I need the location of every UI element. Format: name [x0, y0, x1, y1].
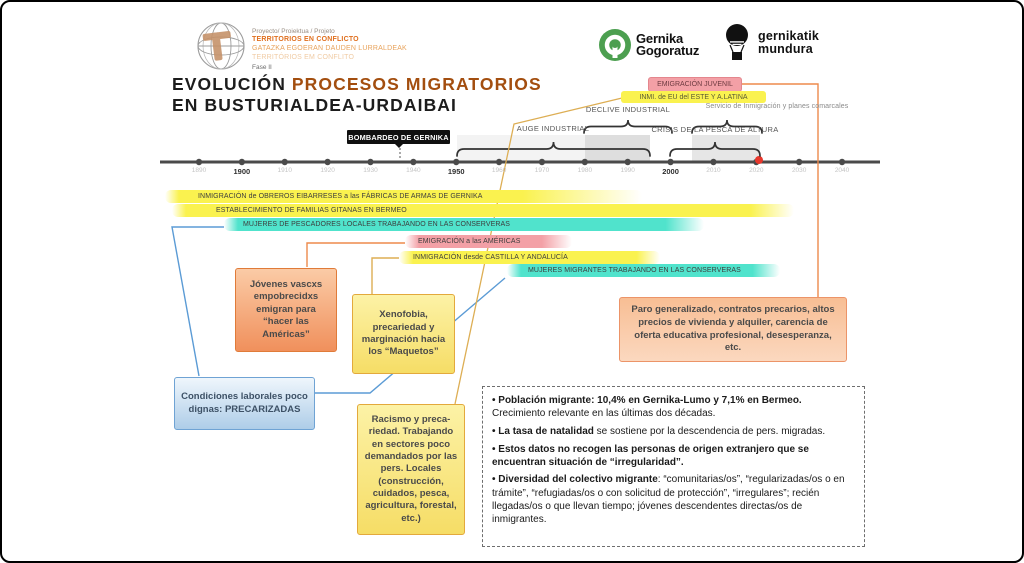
decade-dot-1910 [282, 159, 288, 165]
info-bullet-2 [492, 425, 855, 438]
year-label-1930: 1930 [363, 167, 378, 174]
territorios-globe-logo [195, 20, 247, 72]
decade-dot-2040 [839, 159, 845, 165]
bullet-text-run: se sostiene por la descendencia de pers. migradas. [593, 425, 826, 437]
callout-paro-generalizado: Paro generalizado, contratos precarios, altos precios de vivienda y alquiler, carencia de oferta educativa profesional, desesperanza, etc. [619, 297, 847, 362]
connector-americas-to-jovenes [307, 243, 405, 267]
band-6 [507, 264, 780, 277]
decade-dot-1970 [539, 159, 545, 165]
gernika-gogoratuz-icon [598, 28, 632, 62]
decade-dot-2020 [753, 159, 759, 165]
year-label-1970: 1970 [534, 167, 550, 174]
period-auge-industrial: AUGE INDUSTRIAL [516, 124, 590, 133]
decade-dot-1950 [453, 159, 459, 165]
timeline-decade-dots [196, 159, 845, 165]
year-label-1990: 1990 [620, 167, 635, 174]
crisis-shading [692, 135, 760, 161]
decade-dot-1920 [324, 159, 330, 165]
connector-conserveras-to-condiciones [172, 227, 224, 376]
title-line2: EN BUSTURIALDEA-URDAIBAI [172, 95, 458, 115]
project-line: Proyecto/ Proiektua / Projeto [252, 28, 335, 35]
year-label-2010: 2010 [706, 167, 721, 174]
year-label-1900: 1900 [233, 167, 251, 176]
band-label: MUJERES DE PESCADORES LOCALES TRABAJANDO EN LAS CONSERVERAS [243, 220, 511, 228]
auge-shading [457, 135, 650, 161]
band-1 [165, 190, 642, 203]
year-label-2040: 2040 [834, 167, 850, 174]
flag-inmi-eu-este-alatina: INMI. de EU del ESTE Y A.LATINA [621, 91, 766, 103]
year-label-2030: 2030 [791, 167, 807, 174]
gm-line1: gernikatik [758, 29, 820, 43]
year-label-1980: 1980 [577, 167, 593, 174]
band-label: INMIGRACIÓN desde CASTILLA Y ANDALUCÍA [413, 253, 568, 261]
year-label-1950: 1950 [447, 167, 465, 176]
decade-dot-1890 [196, 159, 202, 165]
year-label-1910: 1910 [277, 167, 292, 174]
decade-dot-1960 [496, 159, 502, 165]
period-servicio-inmigracion: Servicio de Inmigración y planes comarcales [705, 103, 849, 110]
decade-dot-1940 [410, 159, 416, 165]
slide-title [172, 74, 542, 116]
title-part1: EVOLUCIÓN [172, 74, 292, 94]
info-bullet-3 [492, 443, 855, 469]
brace-auge-industrial [457, 142, 650, 156]
gernikatik-mundura-balloon-icon [722, 23, 752, 63]
bullet-text-run: • Población migrante: 10,4% en Gernika-Lumo y 7,1% en Bermeo. [492, 395, 802, 406]
period-declive-industrial: DECLIVE INDUSTRIAL [585, 105, 671, 114]
project-phase: Fase II [252, 64, 272, 72]
connector-castilla-to-xenofobia [372, 258, 399, 294]
info-bullet-4 [492, 473, 855, 526]
project-logo-text [252, 28, 407, 73]
decade-dot-1980 [582, 159, 588, 165]
band-label: EMIGRACIÓN a las AMÉRICAS [418, 237, 521, 245]
callout-jovenes-vascxs: Jóvenes vascxs empobrecidxs emigran para “hacer las Américas” [235, 268, 337, 352]
band-label: MUJERES MIGRANTES TRABAJANDO EN LAS CONSERVERAS [528, 266, 741, 274]
decade-dot-2010 [710, 159, 716, 165]
title-part2: PROCESOS MIGRATORIOS [291, 74, 542, 94]
callout-xenofobia-maquetos: Xenofobia, precariedad y marginación hacia los “Maquetos” [352, 294, 455, 374]
migrant-population-info-box [482, 386, 865, 547]
current-year-marker [755, 156, 763, 164]
callout-condiciones-laborales: Condiciones laborales poco dignas: PRECARIZADAS [174, 377, 315, 430]
band-label: INMIGRACIÓN de OBREROS EIBARRESES a las FÁBRICAS DE ARMAS DE GERNIKA [198, 192, 483, 200]
period-crisis-pesca-altura: CRISIS DE LA PESCA DE ALTURA [651, 125, 779, 134]
band-5 [399, 251, 660, 264]
decade-dot-1930 [367, 159, 373, 165]
bullet-text-run: : “comunitarias/os”, “regularizadas/os o en trámite”, “refugiadas/os o con solicitud de protección”, “irregulares”; recién llegadas/os o que llevan tiempo; jóvenes descendentes directas/os de inmigrantes. [492, 474, 845, 525]
bullet-text-run: Crecimiento relevante en las últimas dos décadas. [492, 408, 716, 420]
info-bullet-1 [492, 394, 855, 420]
decade-dot-1990 [625, 159, 631, 165]
event-bombardeo-gernika: BOMBARDEO DE GERNIKA [347, 130, 450, 144]
year-label-1960: 1960 [491, 167, 507, 174]
decade-dot-2030 [796, 159, 802, 165]
gernikatik-mundura-logo [758, 30, 819, 56]
year-label-1920: 1920 [320, 167, 335, 174]
year-label-1940: 1940 [406, 167, 421, 174]
project-line: GATAZKA EGOERAN DAUDEN LURRALDEAK [252, 44, 407, 52]
year-label-1890: 1890 [191, 167, 207, 174]
band-2 [172, 204, 794, 217]
band-label: ESTABLECIMIENTO DE FAMILIAS GITANAS EN BERMEO [216, 206, 407, 214]
year-label-2020: 2020 [749, 167, 764, 174]
bullet-text-run: • La tasa de natalidad [492, 425, 594, 437]
project-line: TERRITÓRIOS EM CONFLITO [252, 53, 355, 61]
band-3 [224, 218, 704, 231]
year-label-2000: 2000 [662, 167, 679, 176]
bullet-text-run: • Estos datos no recogen las personas de origen extranjero que se encuentran situación de “irregularidad”. [492, 443, 809, 468]
gernika-gogoratuz-logo [636, 33, 699, 57]
gg-line2: Gogoratuz [636, 43, 700, 58]
project-line: TERRITORIOS EN CONFLICTO [252, 36, 359, 44]
callout-racismo-precariedad: Racismo y preca-riedad. Trabajando en sectores poco demandados por las pers. Locales (construcción, cuidados, pesca, agricultura, forestal, etc.) [357, 404, 465, 535]
flag-emigracion-juvenil: EMIGRACIÓN JUVENIL [648, 77, 742, 92]
bullet-text-run: • Diversidad del colectivo migrante [492, 474, 658, 486]
band-4 [405, 235, 572, 248]
declive-shading [585, 135, 650, 161]
brace-crisis-de-la-pesca-de-altura [670, 142, 760, 156]
gm-line2: mundura [758, 42, 813, 56]
decade-dot-2000 [667, 159, 673, 165]
decade-dot-1900 [239, 159, 245, 165]
gg-line1: Gernika [636, 31, 684, 46]
